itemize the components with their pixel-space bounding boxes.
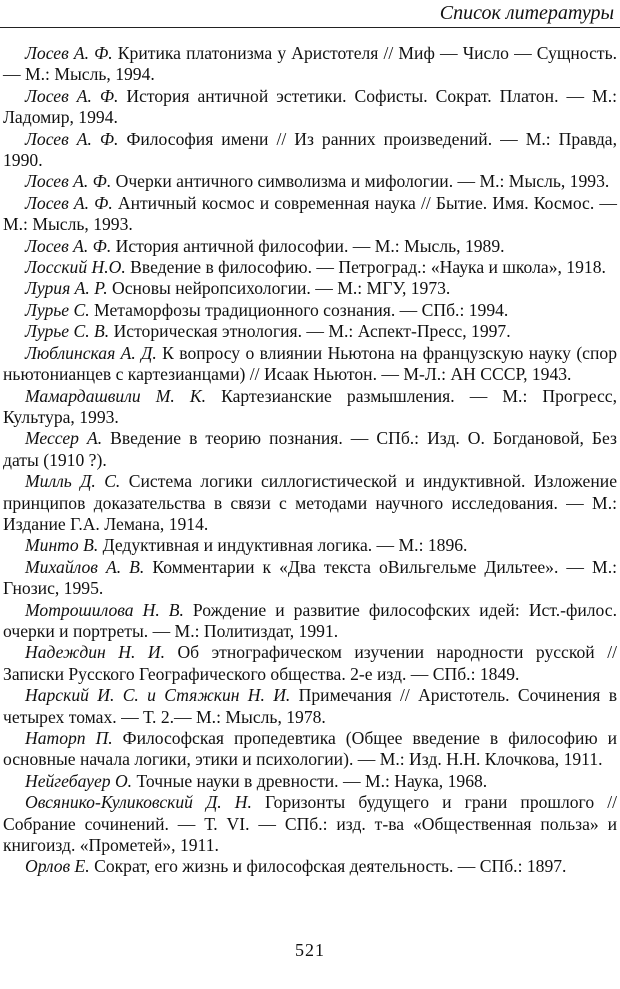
bibliography-entry bbox=[3, 321, 617, 342]
entry-author: Нейгебауер О. bbox=[25, 770, 133, 791]
bibliography-entry bbox=[3, 642, 617, 685]
entry-text: Об этнографическом изучении народности русской // Записки Русского Географического общества. 2-е изд. — СПб.: 1849. bbox=[3, 642, 617, 684]
bibliography-entry bbox=[3, 86, 617, 129]
entry-author: Минто В. bbox=[25, 535, 99, 556]
entry-author: Лосев А. Ф. bbox=[25, 43, 113, 63]
entry-author: Люблинская А. Д. bbox=[25, 342, 157, 363]
entry-text: Философия имени // Из ранних произведений. — М.: Правда, 1990. bbox=[3, 128, 617, 171]
entry-author: Орлов Е. bbox=[25, 856, 90, 877]
entry-text: Метаморфозы традиционного сознания. — СПб.: 1994. bbox=[89, 299, 509, 320]
bibliography-entry bbox=[3, 685, 617, 728]
entry-author: Наторп П. bbox=[25, 728, 113, 748]
bibliography-entry bbox=[3, 278, 617, 299]
bibliography-entry bbox=[3, 171, 617, 192]
entry-text: Примечания // Аристотель. Сочинения в четырех томах. — Т. 2.— М.: Мысль, 1978. bbox=[3, 685, 617, 727]
entry-text: Введение в теорию познания. — СПб.: Изд. О. Богдановой, Без даты (1910 ?). bbox=[3, 428, 617, 470]
bibliography-entry bbox=[3, 771, 617, 792]
entry-author: Лосский Н.О. bbox=[25, 257, 126, 278]
header-divider bbox=[0, 27, 620, 28]
entry-author: Овсянико-Куликовский Д. Н. bbox=[25, 792, 252, 813]
entry-text: Историческая этнология. — М.: Аспект-Пресс, 1997. bbox=[109, 321, 511, 342]
entry-text: Введение в философию. — Петроград.: «Наука и школа», 1918. bbox=[125, 257, 606, 278]
bibliography-entry bbox=[3, 257, 617, 278]
bibliography-entry bbox=[3, 535, 617, 556]
page-number: 521 bbox=[295, 940, 325, 960]
entry-text: История античной эстетики. Софисты. Сократ. Платон. — М.: Ладомир, 1994. bbox=[3, 85, 617, 128]
entry-author: Лосев А. Ф. bbox=[25, 85, 119, 106]
bibliography-entry bbox=[3, 428, 617, 471]
bibliography-entry bbox=[3, 600, 617, 643]
bibliography-entry bbox=[3, 236, 617, 257]
entry-text: Точные науки в древности. — М.: Наука, 1968. bbox=[132, 770, 488, 791]
bibliography-entry bbox=[3, 471, 617, 535]
entry-author: Лосев А. Ф. bbox=[25, 128, 119, 149]
bibliography-list bbox=[3, 43, 617, 878]
entry-author: Мамардашвили М. К. bbox=[25, 385, 206, 406]
entry-text: История античной философии. — М.: Мысль, 1989. bbox=[111, 235, 505, 256]
bibliography-entry bbox=[3, 343, 617, 386]
bibliography-entry bbox=[3, 193, 617, 236]
entry-text: Рождение и развитие философских идей: Ист.-филос. очерки и портреты. — М.: Политиздат, 1991. bbox=[3, 599, 617, 641]
entry-text: Основы нейропсихологии. — М.: МГУ, 1973. bbox=[107, 278, 451, 299]
bibliography-entry bbox=[3, 728, 617, 771]
bibliography-entry bbox=[3, 300, 617, 321]
entry-author: Лосев А. Ф. bbox=[25, 171, 112, 192]
entry-text: Картезианские размышления. — М.: Прогресс, Культура, 1993. bbox=[3, 385, 617, 427]
entry-author: Лосев А. Ф. bbox=[25, 235, 112, 256]
bibliography-entry bbox=[3, 856, 617, 877]
entry-text: Античный космос и современная наука // Бытие. Имя. Космос. — М.: Мысль, 1993. bbox=[3, 192, 617, 235]
entry-text: Комментарии к «Два текста оВильгельме Дильтее». — М.: Гнозис, 1995. bbox=[3, 556, 617, 599]
entry-author: Лурье С. bbox=[25, 299, 90, 320]
entry-text: Очерки античного символизма и мифологии. — М.: Мысль, 1993. bbox=[111, 171, 610, 192]
running-header-title: Список литературы bbox=[439, 2, 614, 24]
entry-text: Дедуктивная и индуктивная логика. — М.: 1896. bbox=[98, 535, 468, 556]
entry-author: Надеждин Н. И. bbox=[25, 642, 165, 663]
entry-text: Философская пропедевтика (Общее введение в философию и основные начала логики, этики и психологии). — М.: Изд. Н.Н. Клочкова, 1911. bbox=[3, 728, 617, 770]
entry-author: Лосев А. Ф. bbox=[25, 192, 113, 213]
entry-author: Нарский И. С. и Стяжкин Н. И. bbox=[25, 685, 291, 706]
bibliography-entry bbox=[3, 386, 617, 429]
entry-text: Сократ, его жизнь и философская деятельность. — СПб.: 1897. bbox=[89, 856, 567, 877]
bibliography-entry bbox=[3, 43, 617, 86]
entry-author: Мотрошилова Н. В. bbox=[25, 599, 184, 620]
entry-author: Милль Д. С. bbox=[25, 471, 121, 492]
entry-author: Лурия А. Р. bbox=[25, 278, 108, 299]
bibliography-entry bbox=[3, 557, 617, 600]
bibliography-entry bbox=[3, 792, 617, 856]
entry-author: Лурье С. В. bbox=[25, 321, 110, 342]
bibliography-entry bbox=[3, 129, 617, 172]
entry-text: Система логики силлогистической и индуктивной. Изложение принципов доказательства в связи с методами научного исследования. — М.: Издание Г.А. Лемана, 1914. bbox=[3, 471, 618, 534]
entry-author: Мессер А. bbox=[25, 428, 103, 449]
entry-text: К вопросу о влиянии Ньютона на французскую науку (спор ньютонианцев с картезианцами) // Исаак Ньютон. — М-Л.: АН СССР, 1943. bbox=[3, 342, 617, 385]
entry-author: Михайлов А. В. bbox=[25, 556, 145, 577]
entry-text: Горизонты будущего и грани прошлого // Собрание сочинений. — Т. VI. — СПб.: изд. т-ва «Общественная польза» и книгоизд. «Прометей», 1911. bbox=[3, 792, 618, 856]
entry-text: Критика платонизма у Аристотеля // Миф — Число — Сущность. — М.: Мысль, 1994. bbox=[3, 43, 617, 85]
